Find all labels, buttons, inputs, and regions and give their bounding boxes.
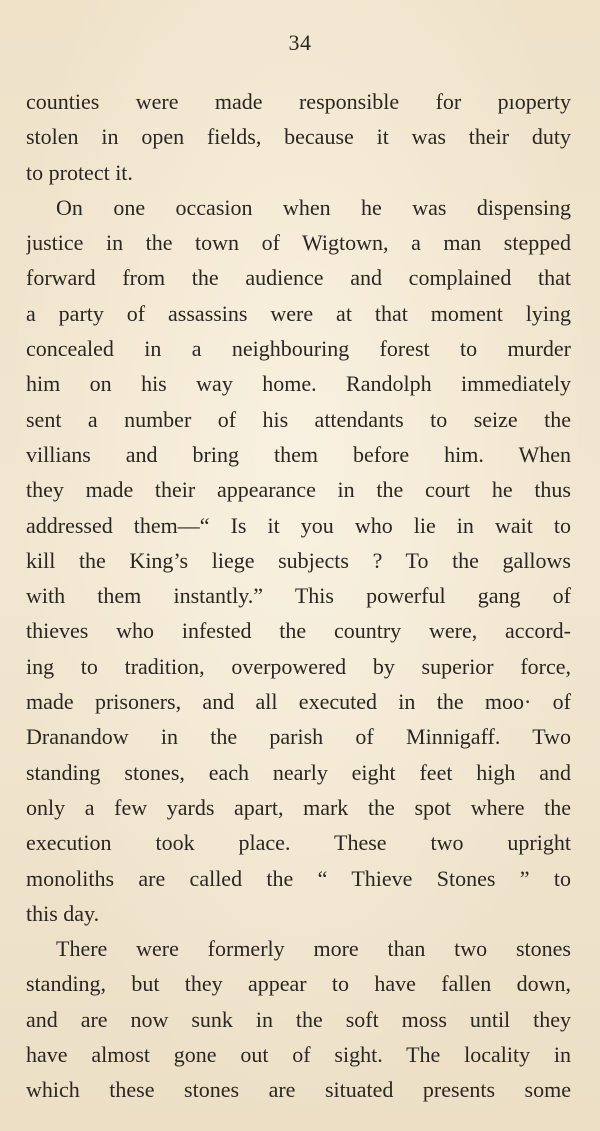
text-line: monoliths are called the “ Thieve Stones ” to — [26, 865, 571, 891]
text-line: a party of assassins were at that moment lying — [26, 300, 571, 326]
text-line: There were formerly more than two stones — [56, 936, 571, 962]
body-text — [26, 84, 571, 1108]
text-line: to protect it. — [26, 159, 133, 185]
page-number: 34 — [288, 30, 312, 55]
text-line: Dranandow in the parish of Minnigaff. Two — [26, 724, 571, 750]
text-line: sent a number of his attendants to seize the — [26, 406, 571, 432]
text-line: villians and bring them before him. When — [26, 441, 571, 467]
text-line: stolen in open fields, because it was their duty — [26, 124, 571, 150]
text-line: kill the King’s liege subjects ? To the gallows — [26, 547, 571, 573]
text-line: concealed in a neighbouring forest to murder — [26, 336, 571, 362]
text-line: him on his way home. Randolph immediately — [26, 371, 571, 397]
text-line: standing, but they appear to have fallen down, — [26, 971, 571, 997]
text-line: justice in the town of Wigtown, a man stepped — [26, 230, 571, 256]
text-line: counties were made responsible for pıoperty — [26, 89, 571, 114]
text-line: made prisoners, and all executed in the moo· of — [26, 689, 571, 715]
text-line: they made their appearance in the court he thus — [26, 477, 571, 503]
text-line: On one occasion when he was dispensing — [56, 194, 571, 220]
text-line: which these stones are situated presents some — [26, 1077, 571, 1103]
text-line: this day. — [26, 900, 100, 926]
text-line: forward from the audience and complained that — [26, 265, 571, 291]
text-line: execution took place. These two upright — [26, 830, 571, 856]
text-line: thieves who infested the country were, accord- — [26, 618, 571, 644]
text-line: ing to tradition, overpowered by superior force, — [26, 653, 571, 679]
text-line: addressed them—“ Is it you who lie in wait to — [26, 512, 571, 538]
text-line: with them instantly.” This powerful gang of — [26, 583, 571, 609]
text-line: standing stones, each nearly eight feet high and — [26, 759, 571, 785]
text-line: and are now sunk in the soft moss until they — [26, 1006, 571, 1032]
text-line: have almost gone out of sight. The locality in — [26, 1042, 571, 1068]
text-line: only a few yards apart, mark the spot where the — [26, 794, 571, 820]
